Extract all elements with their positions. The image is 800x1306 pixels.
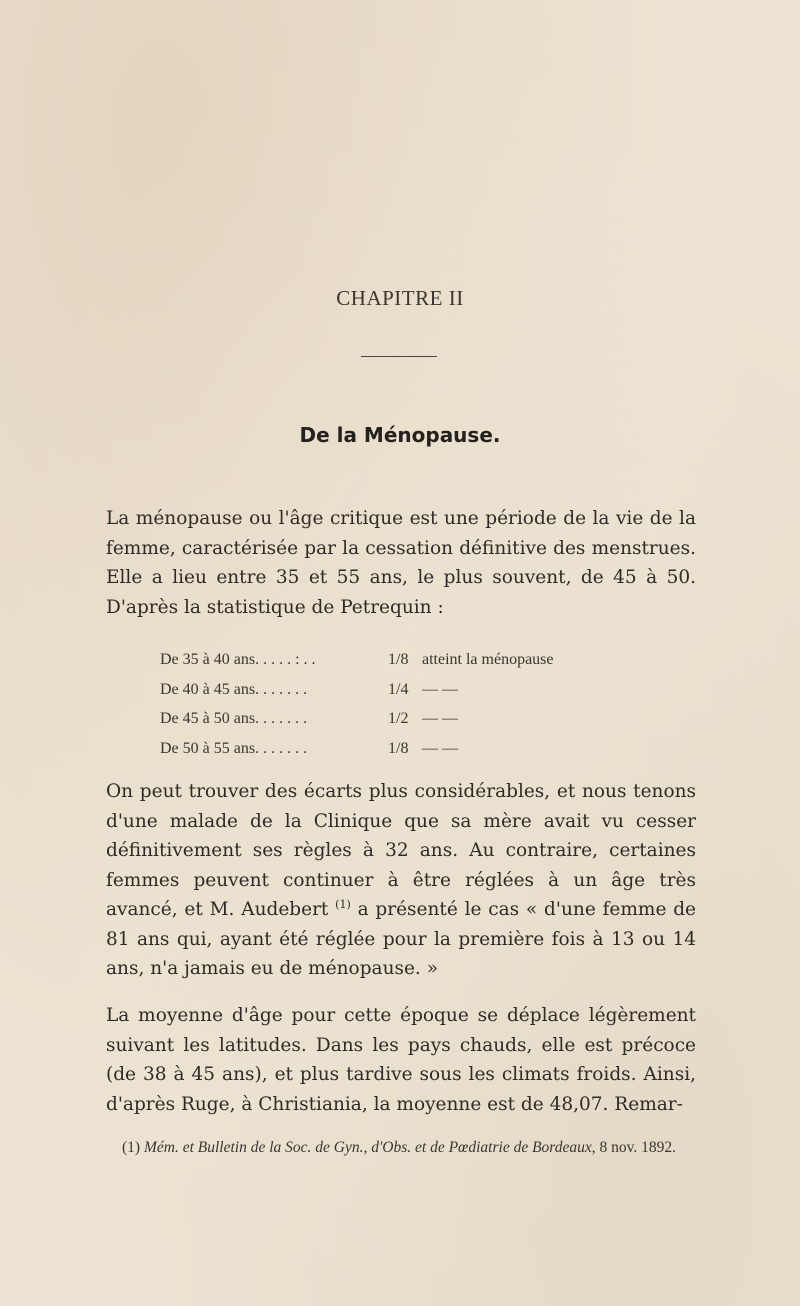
paragraph-cases-text-continued: a présenté le cas « d'une femme de 81 ans qui, ayant été réglée pour la première fois à 13 ou 14 ans, n'a jamais eu de ménopause. » [106,899,696,979]
footnote-marker: (1) [122,1138,141,1156]
paragraph-latitudes: La moyenne d'âge pour cette époque se déplace légèrement suivant les latitudes. Dans les pays chauds, elle est précoce (de 38 à 45 ans), et plus tardive sous les climats froids. Ainsi, d'après Ruge, à Christiania, la moyenne est de 48,07. Remar- [106,1005,696,1115]
chapter-heading: CHAPITRE II [336,286,464,310]
stat-age-range: De 45 à 50 ans. . . . . . . [160,710,308,727]
stat-row [160,734,554,764]
paragraph-intro: La ménopause ou l'âge critique est une période de la vie de la femme, caractérisée par la cessation définitive des menstrues. Elle a lieu entre 35 et 55 ans, le plus souvent, de 45 à 50. D'après la statistique de Petrequin : [106,508,696,618]
stat-fraction: 1/8 [388,651,409,668]
stat-age-range: De 40 à 45 ans. . . . . . . [160,680,308,698]
paragraph-cases [106,777,696,984]
stat-age-range: De 50 à 55 ans. . . . . . . [160,739,308,757]
stat-description: — — [422,739,458,757]
stat-row [160,704,554,734]
statistics-table [160,645,554,763]
stat-fraction: 1/8 [388,739,409,757]
stat-description: atteint la ménopause [422,651,554,668]
stat-description: — — [422,710,458,727]
paragraph-cases-text: On peut trouver des écarts plus considérables, et nous tenons d'une malade de la Clinique que sa mère avait vu cesser définitivement ses règles à 32 ans. Au contraire, certaines femmes peuvent continuer à être réglées à un âge très avancé, et M. Audebert [106,781,696,920]
footnote-citation: Mém. et Bulletin de la Soc. de Gyn., d'Obs. et de Pœdiatrie de Bordeaux [143,1138,592,1156]
stat-row [160,645,554,675]
stat-row [160,675,554,705]
stat-fraction: 1/2 [388,710,409,727]
footnote-date: , 8 nov. 1892. [591,1138,677,1156]
section-title: De la Ménopause. [299,423,501,447]
stat-fraction: 1/4 [388,680,409,698]
footnote [122,1136,706,1159]
title-divider [361,356,437,357]
stat-age-range: De 35 à 40 ans. . . . . : . . [160,651,316,668]
footnote-reference[interactable]: (1) [335,897,351,911]
stat-description: — — [422,680,458,698]
